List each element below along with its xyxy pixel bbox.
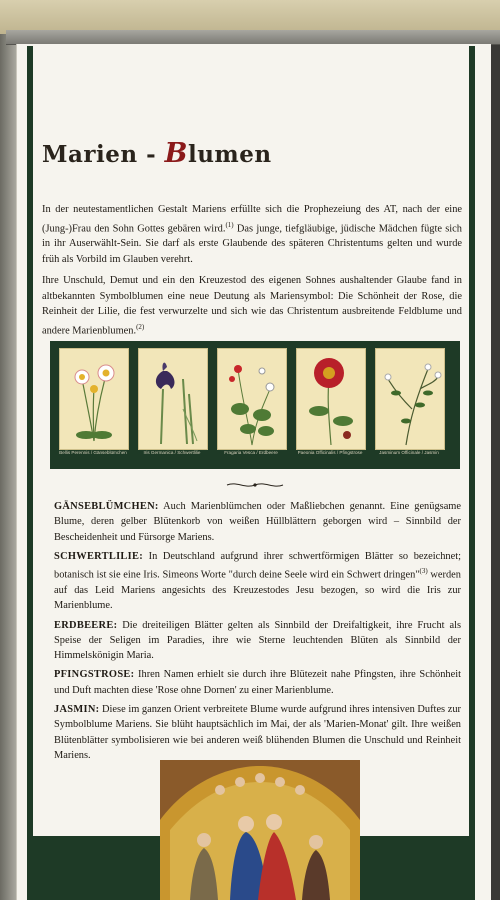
title-dropcap: B [164,138,188,169]
flower-term: ERDBEERE: [54,619,118,631]
flower-text: Ihren Namen erhielt sie durch ihre Blütezeit nahe Pfingsten, ihre Schönheit und Duft machten diese 'Rose ohne Dornen' zu einer Marienblume. [54,669,461,696]
intro-paragraph [42,273,462,338]
footnote-marker: (3) [419,567,428,576]
flower-entry [54,667,461,698]
flower-text: In Deutschland aufgrund ihrer schwertförmigen Blätter so bezeichnet; botanisch ist sie eine Iris. Simeons Worte "durch deine Seele wird ein Schwert dringen" [54,550,461,581]
intro-text [42,202,462,345]
flower-term: JASMIN: [54,704,100,716]
title-rest: lumen [187,141,272,168]
footnote-marker: (1) [225,220,234,229]
intro-paragraph-continuation: Das junge, tiefgläubige, jüdische Mädchen fügte sich in ihr Auserwählt-Sein. Sie darf als erste Glaubende des späteren Christentums gelten und wurde früh als Vorbild im Glauben verehrt. [42,222,462,265]
madonna-painting [160,760,360,900]
iris-illustration [138,348,208,450]
wall-edge [0,34,16,900]
flower-term: SCHWERTLILIE: [54,550,143,562]
plate-caption: Bellis Perennis / Gänseblümchen [59,450,127,455]
wall-edge-right [490,34,500,900]
flower-text: Auch Marienblümchen oder Maßliebchen genannt. Eine genügsame Blume, deren gelber Blütenkorb von weißen Hüllblättern geborgen wird – Sinnbild der Bescheidenheit und Fürsorge Mariens. [54,501,461,543]
flower-text: Diese im ganzen Orient verbreitete Blume wurde aufgrund ihres intensiven Duftes zur Symbolblume Mariens. Sie blüht hauptsächlich im Mai, der als 'Marien-Monat' gilt. Ihre weißen Blütenblätter symbolisieren wie bei anderen weiß blühenden Blumen die Unschuld und Reinheit Mariens. [54,704,461,761]
intro-paragraph [42,202,462,267]
flower-descriptions [54,499,461,767]
flower-entry [54,702,461,763]
wall-background [0,0,500,34]
peony-illustration [296,348,366,450]
footnote-marker: (2) [136,322,145,331]
flower-term: GÄNSEBLÜMCHEN: [54,501,159,512]
flower-term: PFINGSTROSE: [54,669,135,681]
plate-caption: Jasminum Officinale / Jasmin [379,450,439,455]
poster-title [42,138,462,169]
intro-paragraph-text: In der neutestamentlichen Gestalt Mariens erfüllte sich die Prophezeiung des AT, nach der eine (Jung-)Frau den Sohn Gottes gebären wird. [42,204,462,234]
flower-text: Die dreiteiligen Blätter gelten als Sinnbild der Dreifaltigkeit, ihre Frucht als Speise der Seligen im Paradies, ihre wie Sterne leuchtenden Blüten als Sinnbild der Himmelskönigin Maria. [54,619,461,662]
title-prefix: Marien - [42,141,165,168]
plate-caption: Iris Germanica / Schwertlilie [143,450,201,455]
jasmine-illustration [375,348,445,450]
flower-entry [54,549,461,614]
ornament-divider [225,480,285,490]
flower-entry [54,618,461,664]
flower-text-continuation: werden auf das Leid Mariens angesichts des Kreuzestodes Jesu bezogen, so wird die Iris zur Marienblume. [54,569,461,612]
plate-caption: Paeonia Officinalis / Pfingstrose [297,450,363,455]
plate-caption: Fragaria Vesca / Erdbeere [224,450,278,455]
intro-paragraph-text: Ihre Unschuld, Demut und ein den Kreuzestod des eigenen Sohnes aushaltender Glaube fand in altbekannten Symbolblumen eine neue Deutung als Mariensymbol: Die Schönheit der Rose, die Reinheit der Lilie, die fest verwurzelte und sich wie das Christentum ausbreitende Feldblume und andere Marienblumen. [42,275,462,337]
daisy-illustration [59,348,129,450]
strawberry-illustration [217,348,287,450]
flower-plate-gallery [50,341,460,469]
banner-hanging-bar [6,30,500,45]
flower-entry [54,499,461,545]
